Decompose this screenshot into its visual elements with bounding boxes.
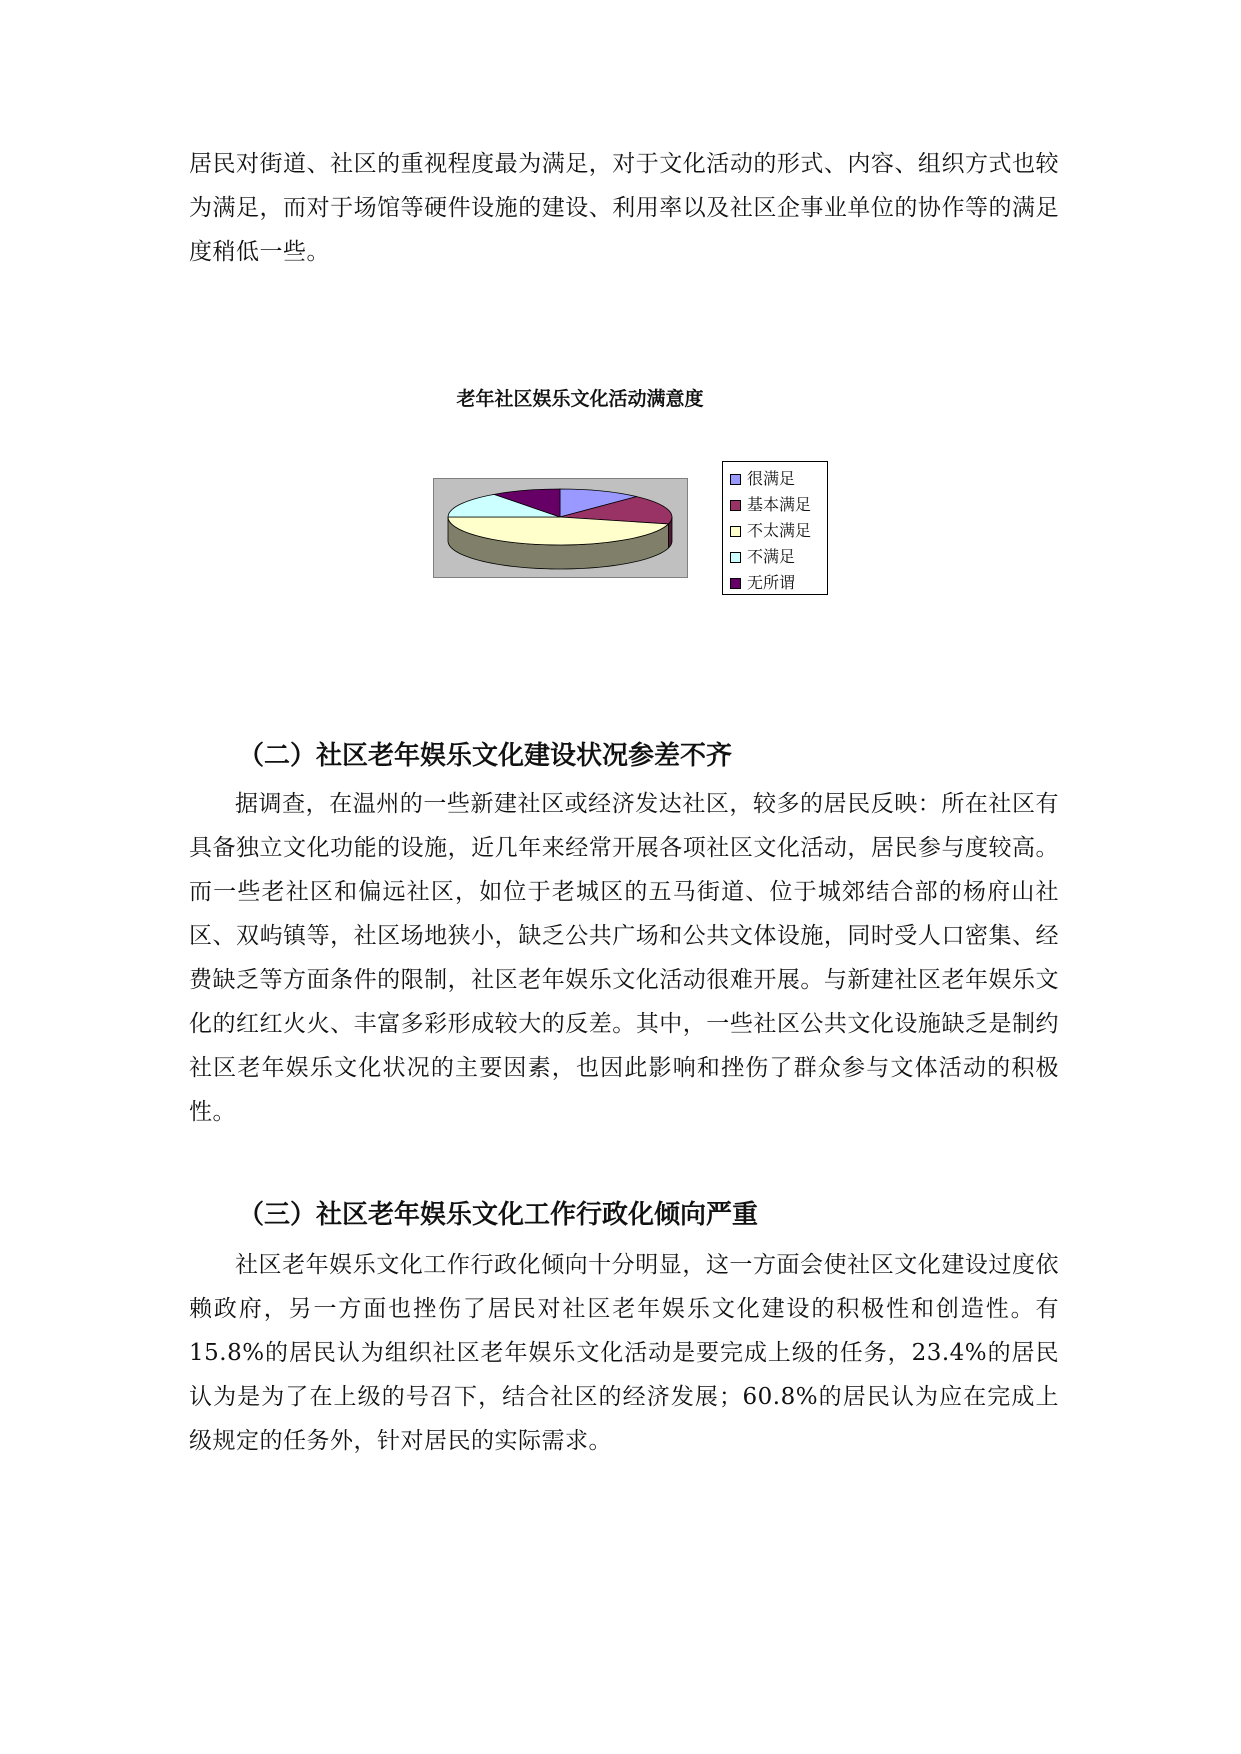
legend-label-not-satisfied: 不满足 — [747, 547, 796, 566]
section-2-heading: （二）社区老年娱乐文化建设状况参差不齐 — [238, 741, 733, 771]
legend-swatch-basically-satisfied — [730, 500, 741, 511]
section-3-paragraph: 社区老年娱乐文化工作行政化倾向十分明显，这一方面会使社区文化建设过度依赖政府，另一方面也挫伤了居民对社区老年娱乐文化建设的积极性和创造性。有 15.8%的居民认为组织社区老年娱乐文化活动是要完成上级的任务，23.4%的居民认为是为了在上级的号召下，结合社区的经济发展；60.8%的居民认为应在完成上级规定的任务外，针对居民的实际需求。 — [189, 1252, 1059, 1454]
legend-label-basically-satisfied: 基本满足 — [747, 495, 812, 514]
chart-legend — [722, 461, 828, 595]
legend-swatch-indifferent — [730, 578, 741, 589]
legend-label-very-satisfied: 很满足 — [747, 469, 796, 488]
legend-item-very-satisfied — [730, 466, 827, 492]
section-3-heading: （三）社区老年娱乐文化工作行政化倾向严重 — [238, 1200, 759, 1230]
legend-item-not-very-satisfied — [730, 518, 827, 544]
legend-swatch-very-satisfied — [730, 474, 741, 485]
legend-swatch-not-very-satisfied — [730, 526, 741, 537]
legend-item-not-satisfied — [730, 544, 827, 570]
legend-label-not-very-satisfied: 不太满足 — [747, 521, 812, 540]
legend-label-indifferent: 无所谓 — [747, 573, 796, 592]
chart-title: 老年社区娱乐文化活动满意度 — [456, 388, 704, 410]
legend-item-indifferent — [730, 570, 827, 596]
section-2-paragraph: 据调查，在温州的一些新建社区或经济发达社区，较多的居民反映：所在社区有具备独立文化功能的设施，近几年来经常开展各项社区文化活动，居民参与度较高。而一些老社区和偏远社区，如位于老城区的五马街道、位于城郊结合部的杨府山社区、双屿镇等，社区场地狭小，缺乏公共广场和公共文体设施，同时受人口密集、经费缺乏等方面条件的限制，社区老年娱乐文化活动很难开展。与新建社区老年娱乐文化的红红火火、丰富多彩形成较大的反差。其中，一些社区公共文化设施缺乏是制约社区老年娱乐文化状况的主要因素，也因此影响和挫伤了群众参与文体活动的积极性。 — [189, 791, 1059, 1125]
legend-item-basically-satisfied — [730, 492, 827, 518]
legend-swatch-not-satisfied — [730, 552, 741, 563]
pie-chart — [434, 479, 687, 577]
intro-paragraph: 居民对街道、社区的重视程度最为满足，对于文化活动的形式、内容、组织方式也较为满足，而对于场馆等硬件设施的建设、利用率以及社区企事业单位的协作等的满足度稍低一些。 — [189, 151, 1059, 265]
chart-plot-area — [433, 478, 688, 578]
